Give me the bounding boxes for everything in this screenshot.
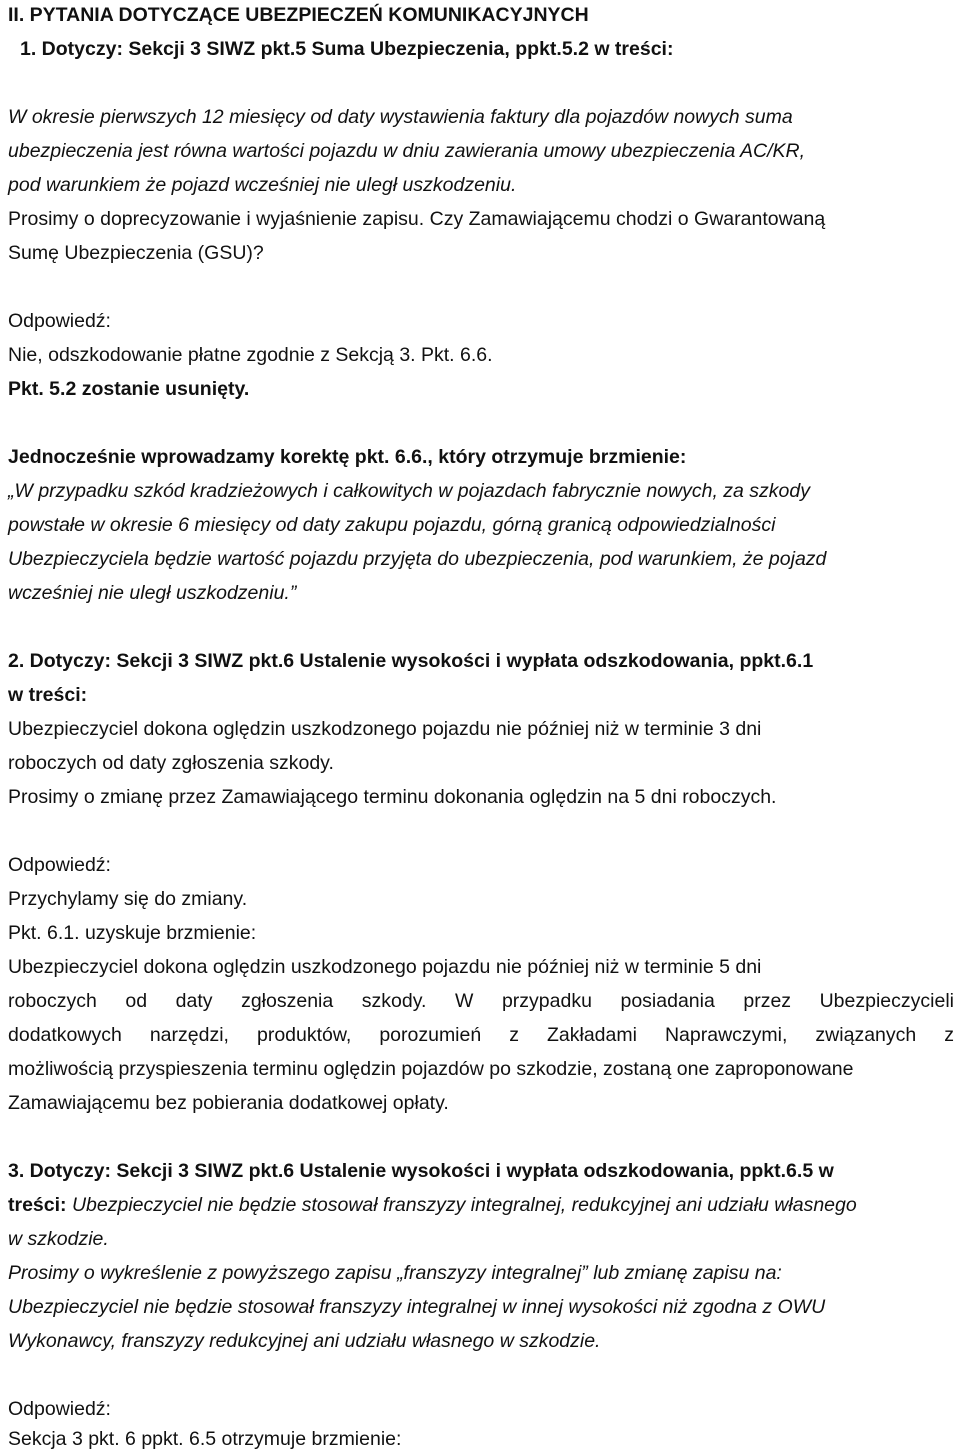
- question-1-quote-line: ubezpieczenia jest równa wartości pojazdu w dniu zawierania umowy ubezpieczenia AC/KR,: [8, 140, 806, 162]
- question-2-new-wording-line: Ubezpieczyciel dokona oględzin uszkodzonego pojazdu nie później niż w terminie 5 dni: [8, 956, 762, 978]
- question-1-new-wording-line: „W przypadku szkód kradzieżowych i całkowitych w pojazdach fabrycznie nowych, za szkody: [8, 480, 810, 502]
- question-1-quote-line: pod warunkiem że pojazd wcześniej nie uległ uszkodzeniu.: [8, 174, 517, 196]
- question-3-request-line: Prosimy o wykreślenie z powyższego zapisu „franszyzy integralnej” lub zmianę zapisu na:: [8, 1262, 782, 1284]
- question-3-quote-text: Ubezpieczyciel nie będzie stosował franszyzy integralnej, redukcyjnej ani udziału własnego: [66, 1194, 857, 1216]
- question-1-new-wording-line: powstałe w okresie 6 miesięcy od daty zakupu pojazdu, górną granicą odpowiedzialności: [8, 514, 776, 536]
- question-2-quote-line: Ubezpieczyciel dokona oględzin uszkodzonego pojazdu nie później niż w terminie 3 dni: [8, 718, 762, 740]
- question-1-new-wording-line: Ubezpieczyciela będzie wartość pojazdu przyjęta do ubezpieczenia, pod warunkiem, że pojazd: [8, 548, 827, 570]
- question-1-title: 1. Dotyczy: Sekcji 3 SIWZ pkt.5 Suma Ubezpieczenia, ppkt.5.2 w treści:: [20, 38, 674, 60]
- question-1-new-wording-line: wcześniej nie uległ uszkodzeniu.”: [8, 582, 297, 604]
- question-3-answer-line: Sekcja 3 pkt. 6 ppkt. 6.5 otrzymuje brzmienie:: [8, 1428, 402, 1450]
- question-1-request-line: Sumę Ubezpieczenia (GSU)?: [8, 242, 264, 264]
- question-1-answer-line: Jednocześnie wprowadzamy korektę pkt. 6.6., który otrzymuje brzmienie:: [8, 446, 687, 468]
- question-2-new-wording-line: Zamawiającemu bez pobierania dodatkowej opłaty.: [8, 1092, 449, 1114]
- question-2-title: 2. Dotyczy: Sekcji 3 SIWZ pkt.6 Ustalenie wysokości i wypłata odszkodowania, ppkt.6.1: [8, 650, 814, 672]
- question-2-answer-label: Odpowiedź:: [8, 854, 111, 876]
- question-2-quote-line: roboczych od daty zgłoszenia szkody.: [8, 752, 334, 774]
- question-3-title: 3. Dotyczy: Sekcji 3 SIWZ pkt.6 Ustalenie wysokości i wypłata odszkodowania, ppkt.6.5 w: [8, 1160, 834, 1182]
- question-3-request-line: Ubezpieczyciel nie będzie stosował franszyzy integralnej w innej wysokości niż zgodna z OWU: [8, 1296, 826, 1318]
- section-heading: II. PYTANIA DOTYCZĄCE UBEZPIECZEŃ KOMUNIKACYJNYCH: [8, 4, 589, 26]
- question-1-answer-line: Pkt. 5.2 zostanie usunięty.: [8, 378, 250, 400]
- question-2-request-line: Prosimy o zmianę przez Zamawiającego terminu dokonania oględzin na 5 dni roboczych.: [8, 786, 777, 808]
- question-2-new-wording-line: roboczych od daty zgłoszenia szkody. W przypadku posiadania przez Ubezpieczycieli: [8, 990, 954, 1012]
- question-2-title-continuation: w treści:: [8, 684, 88, 706]
- question-1-answer-label: Odpowiedź:: [8, 310, 111, 332]
- question-2-new-wording-line: możliwością przyspieszenia terminu oględzin pojazdów po szkodzie, zostaną one zaproponowane: [8, 1058, 854, 1080]
- question-3-quote-line: w szkodzie.: [8, 1228, 109, 1250]
- question-2-new-wording-line: dodatkowych narzędzi, produktów, porozumień z Zakładami Naprawczymi, związanych z: [8, 1024, 954, 1046]
- question-3-request-line: Wykonawcy, franszyzy redukcyjnej ani udziału własnego w szkodzie.: [8, 1330, 601, 1352]
- question-1-request-line: Prosimy o doprecyzowanie i wyjaśnienie zapisu. Czy Zamawiającemu chodzi o Gwarantowaną: [8, 208, 826, 230]
- question-3-title-word: treści:: [8, 1194, 67, 1216]
- question-2-answer-line: Przychylamy się do zmiany.: [8, 888, 248, 910]
- question-1-answer-line: Nie, odszkodowanie płatne zgodnie z Sekcją 3. Pkt. 6.6.: [8, 344, 493, 366]
- question-3-title-continuation: [8, 1193, 857, 1219]
- question-1-quote-line: W okresie pierwszych 12 miesięcy od daty wystawienia faktury dla pojazdów nowych suma: [8, 106, 793, 128]
- question-2-answer-line: Pkt. 6.1. uzyskuje brzmienie:: [8, 922, 257, 944]
- question-3-answer-label: Odpowiedź:: [8, 1398, 111, 1420]
